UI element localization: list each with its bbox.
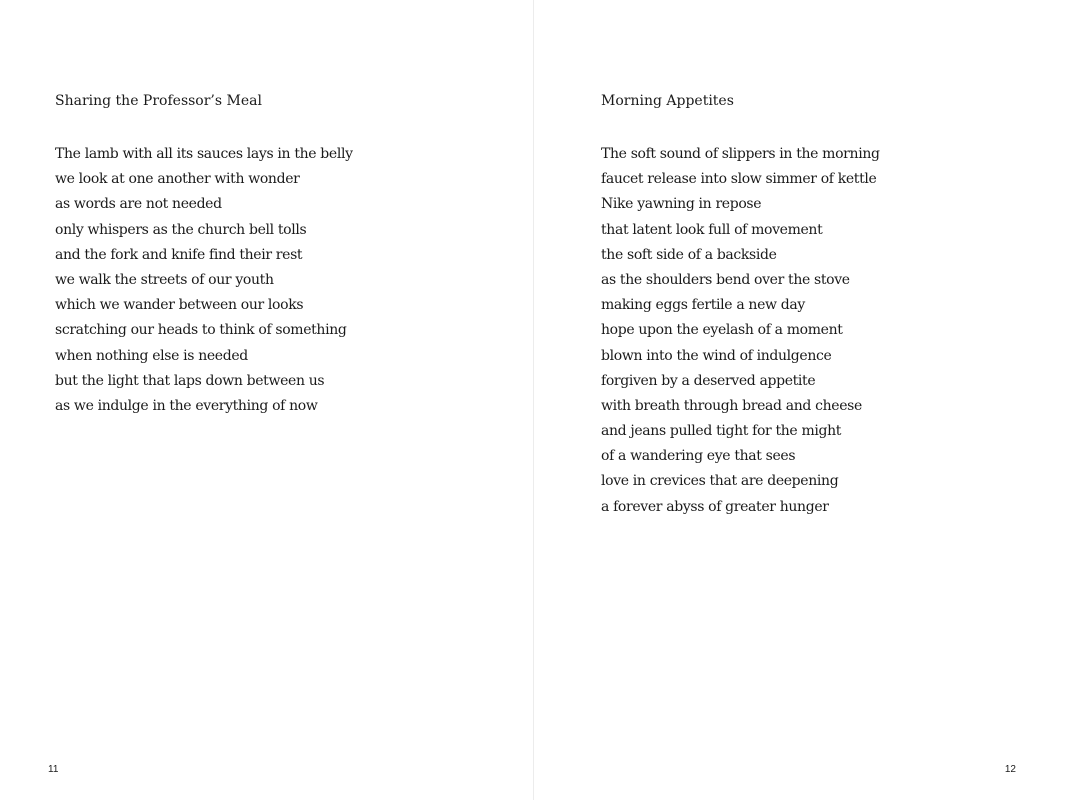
poem-line: we look at one another with wonder bbox=[55, 171, 300, 188]
poem-line: the soft side of a backside bbox=[601, 246, 777, 263]
poem-line: but the light that laps down between us bbox=[55, 372, 325, 389]
poem-line: love in crevices that are deepening bbox=[601, 473, 839, 490]
poem-line: Nike yawning in repose bbox=[601, 196, 762, 213]
poem-line: blown into the wind of indulgence bbox=[601, 347, 832, 364]
poem-line: and the fork and knife find their rest bbox=[55, 246, 303, 263]
poem-line: faucet release into slow simmer of kettle bbox=[601, 171, 877, 188]
poem-line: with breath through bread and cheese bbox=[601, 397, 862, 414]
poem-line: The soft sound of slippers in the morning bbox=[601, 146, 880, 162]
poem-body bbox=[55, 142, 353, 419]
poem-body bbox=[601, 142, 880, 520]
poem-line: of a wandering eye that sees bbox=[601, 448, 796, 465]
page-number: 11 bbox=[48, 764, 59, 775]
poem-line: that latent look full of movement bbox=[601, 221, 823, 238]
poem-line: making eggs fertile a new day bbox=[601, 297, 805, 314]
poem-line: hope upon the eyelash of a moment bbox=[601, 322, 843, 339]
poem-line: as words are not needed bbox=[55, 196, 222, 213]
poem-line: when nothing else is needed bbox=[55, 347, 248, 364]
poem-line: and jeans pulled tight for the might bbox=[601, 423, 842, 440]
poem-line: only whispers as the church bell tolls bbox=[55, 221, 307, 238]
poem-line: forgiven by a deserved appetite bbox=[601, 372, 816, 389]
page-number: 12 bbox=[1004, 764, 1016, 775]
poem-line: a forever abyss of greater hunger bbox=[601, 498, 829, 515]
poem-title: Sharing the Professor’s Meal bbox=[55, 93, 262, 109]
poem-line: as we indulge in the everything of now bbox=[55, 397, 318, 414]
right-page bbox=[534, 0, 1066, 800]
poem-line: which we wander between our looks bbox=[55, 297, 304, 314]
poem-line: scratching our heads to think of something bbox=[55, 322, 347, 339]
poem-line: as the shoulders bend over the stove bbox=[601, 271, 850, 288]
poem-title: Morning Appetites bbox=[601, 93, 734, 109]
poem-line: The lamb with all its sauces lays in the belly bbox=[55, 146, 353, 162]
poem-line: we walk the streets of our youth bbox=[55, 271, 274, 288]
